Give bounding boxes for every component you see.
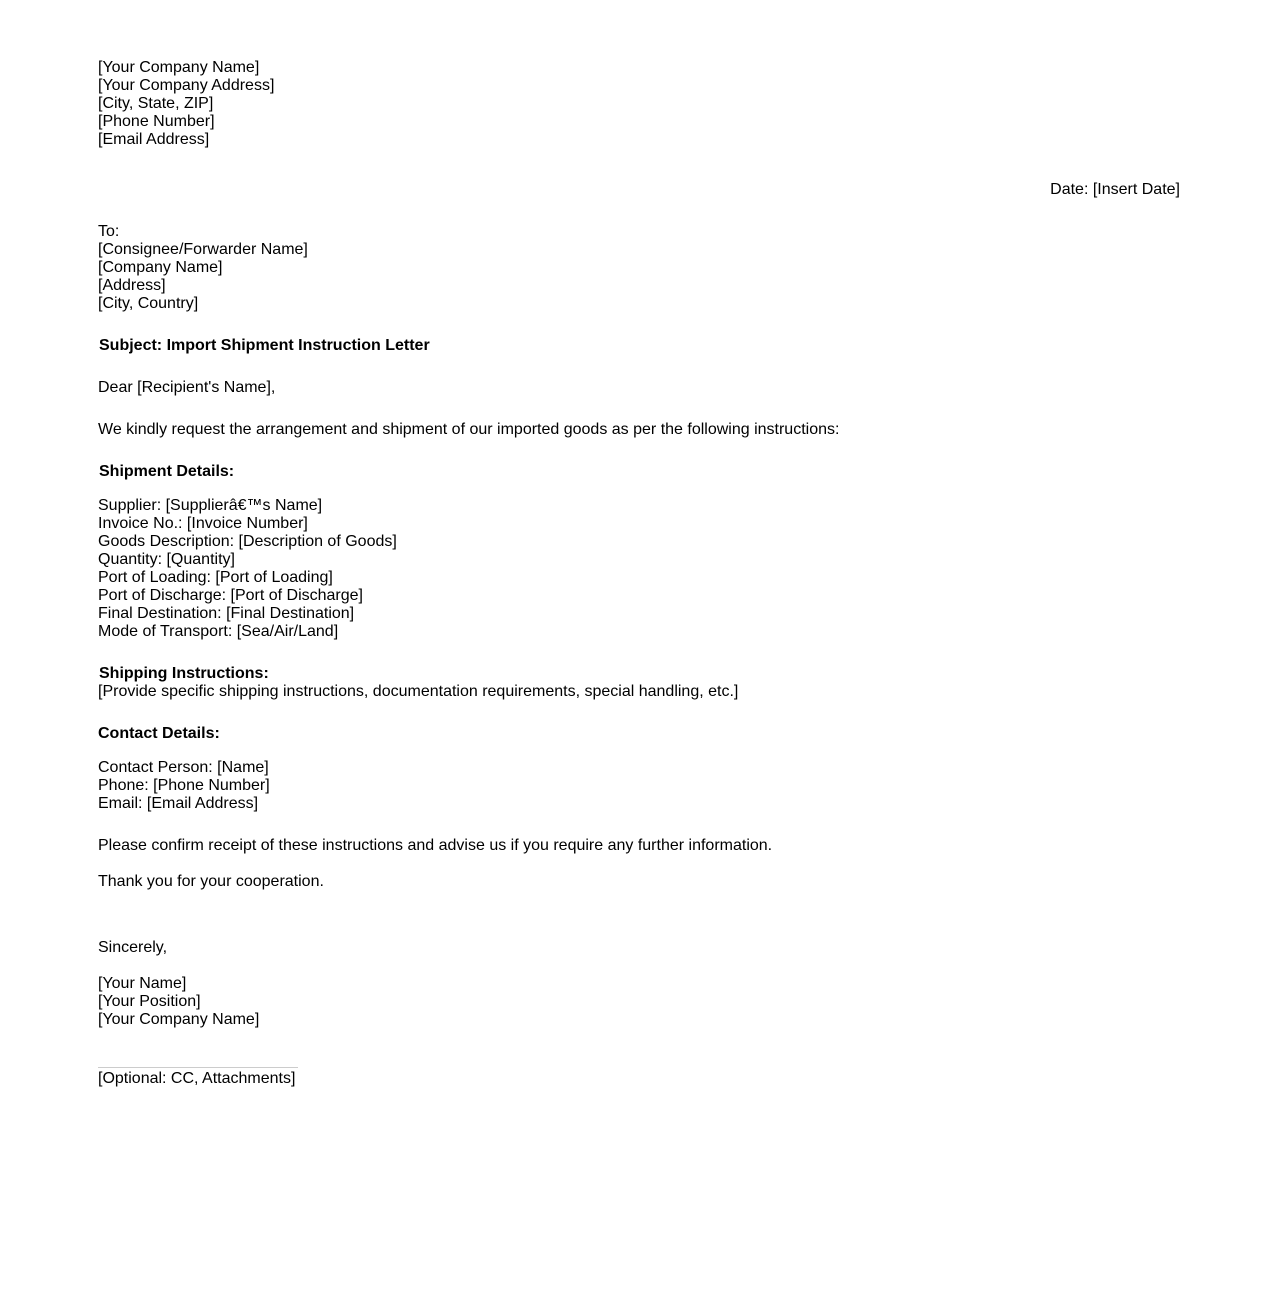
shipment-details-heading: Shipment Details:: [99, 463, 235, 480]
shipment-supplier: Supplier: [Supplierâ€™s Name]: [98, 497, 323, 514]
shipment-invoice-no: Invoice No.: [Invoice Number]: [98, 515, 308, 532]
shipment-goods-description: Goods Description: [Description of Goods]: [98, 533, 397, 550]
recipient-to-label: To:: [98, 223, 120, 240]
contact-details-heading: Contact Details:: [98, 725, 220, 742]
signature-block: [98, 975, 259, 1029]
sender-phone: [Phone Number]: [98, 113, 215, 130]
footer-divider: [98, 1067, 298, 1068]
footer-note: [Optional: CC, Attachments]: [98, 1070, 296, 1087]
letter-date: Date: [Insert Date]: [1050, 181, 1180, 198]
signature-company: [Your Company Name]: [98, 1011, 260, 1028]
sender-address-block: [98, 59, 274, 149]
shipment-port-of-discharge: Port of Discharge: [Port of Discharge]: [98, 587, 363, 604]
shipping-instructions-text: [Provide specific shipping instructions, documentation requirements, special handling, etc.]: [98, 683, 739, 700]
shipping-instructions-heading: Shipping Instructions:: [99, 665, 269, 682]
sender-company-name: [Your Company Name]: [98, 59, 260, 76]
shipment-mode-of-transport: Mode of Transport: [Sea/Air/Land]: [98, 623, 339, 640]
contact-person: Contact Person: [Name]: [98, 759, 269, 776]
recipient-company: [Company Name]: [98, 259, 223, 276]
recipient-name: [Consignee/Forwarder Name]: [98, 241, 308, 258]
sender-email: [Email Address]: [98, 131, 210, 148]
signature-position: [Your Position]: [98, 993, 201, 1010]
contact-phone: Phone: [Phone Number]: [98, 777, 270, 794]
signature-name: [Your Name]: [98, 975, 187, 992]
recipient-address: [Address]: [98, 277, 166, 294]
recipient-address-block: [98, 223, 308, 313]
shipment-quantity: Quantity: [Quantity]: [98, 551, 235, 568]
signoff: Sincerely,: [98, 939, 168, 956]
closing-request-paragraph: Please confirm receipt of these instructions and advise us if you require any further information.: [98, 837, 773, 854]
sender-company-address: [Your Company Address]: [98, 77, 275, 94]
recipient-city-country: [City, Country]: [98, 295, 199, 312]
salutation: Dear [Recipient's Name],: [98, 379, 276, 396]
contact-details-list: [98, 759, 270, 813]
shipment-details-list: [98, 497, 397, 641]
shipment-port-of-loading: Port of Loading: [Port of Loading]: [98, 569, 333, 586]
shipment-final-destination: Final Destination: [Final Destination]: [98, 605, 355, 622]
letter-subject: Subject: Import Shipment Instruction Letter: [99, 337, 430, 354]
sender-city-state-zip: [City, State, ZIP]: [98, 95, 214, 112]
thanks-paragraph: Thank you for your cooperation.: [98, 873, 324, 890]
contact-email: Email: [Email Address]: [98, 795, 259, 812]
intro-paragraph: We kindly request the arrangement and shipment of our imported goods as per the following instructions:: [98, 421, 840, 438]
